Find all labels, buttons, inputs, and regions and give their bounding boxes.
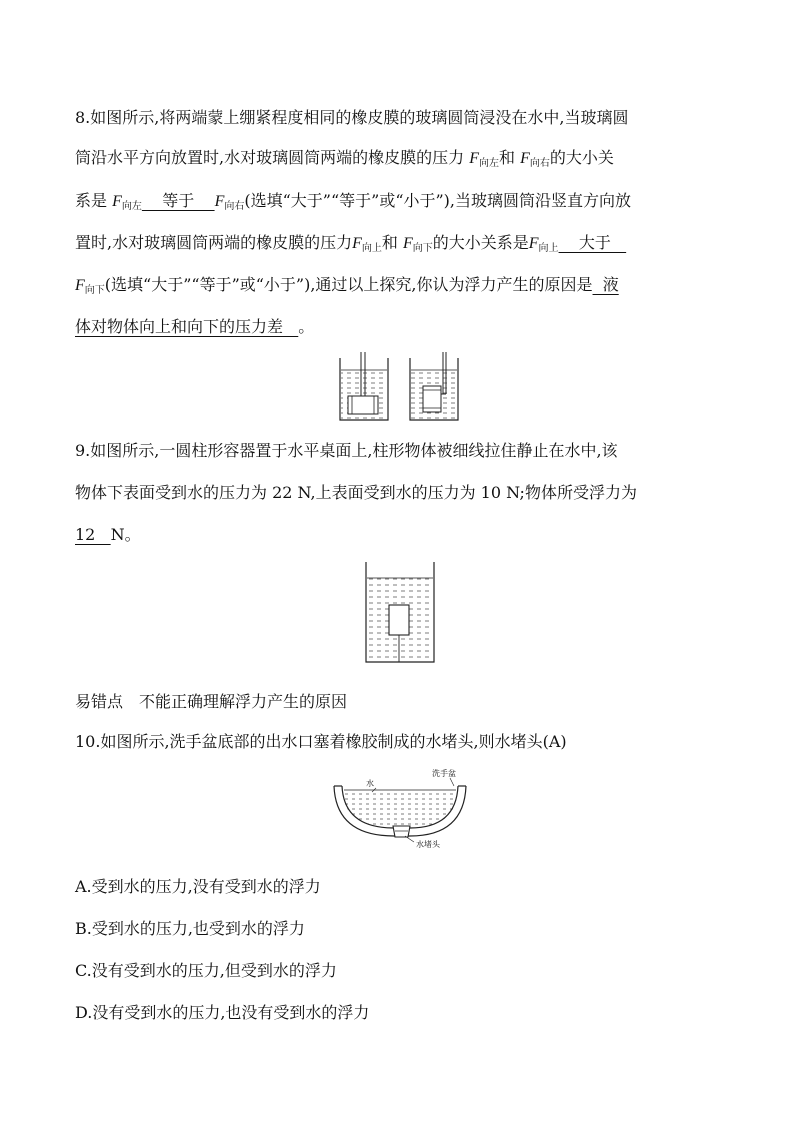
- q8-line-2: 筒沿水平方向放置时,水对玻璃圆筒两端的橡皮膜的压力 $F_{向左}$和 $F_{向右}$的大小关: [75, 148, 614, 169]
- q8-answer-3b: 体对物体向上和向下的压力差: [75, 317, 299, 336]
- option-a: A.受到水的压力,没有受到水的浮力: [75, 877, 321, 896]
- q8-answer-1: 等于: [141, 191, 215, 210]
- q8-line-4: 置时,水对玻璃圆筒两端的橡皮膜的压力$F_{向上}$和 $F_{向下}$的大小关系是$F_{向上}$ 大于: [75, 233, 627, 254]
- q10-figure-basin: [330, 766, 472, 850]
- q8-line-3: 系是 $F_{向左}$ 等于 $F_{向右}$(选填“大于”“等于”或“小于”),当玻璃圆筒沿竖直方向放: [75, 191, 632, 212]
- q8-figure-beakers: [330, 350, 460, 425]
- submerged-object: [389, 605, 409, 635]
- plug: [393, 826, 410, 837]
- q9-line-1: 9.如图所示,一圆柱形容器置于水平桌面上,柱形物体被细线拉住静止在水中,该: [75, 441, 618, 460]
- option-b: B.受到水的压力,也受到水的浮力: [75, 919, 305, 938]
- label-plug: 水堵头: [416, 840, 440, 849]
- q8-line-6: 体对物体向上和向下的压力差 。: [75, 317, 315, 336]
- q9-figure-container: [360, 558, 440, 666]
- q8-text: 8.如图所示,将两端蒙上绷紧程度相同的橡皮膜的玻璃圆筒浸没在水中,当玻璃圆: [75, 108, 629, 127]
- section-title: 易错点 不能正确理解浮力产生的原因: [75, 692, 348, 711]
- label-basin: 洗手盆: [432, 769, 456, 778]
- q8-line-5: $F_{向下}$(选填“大于”“等于”或“小于”),通过以上探究,你认为浮力产生的原因是 液: [75, 275, 619, 296]
- label-water: 水: [366, 779, 374, 788]
- q9-line-3: 12 N。: [75, 525, 141, 544]
- q10-stem: 10.如图所示,洗手盆底部的出水口塞着橡胶制成的水堵头,则水堵头(A): [75, 732, 567, 751]
- q8-line-1: [75, 106, 725, 130]
- beaker-horizontal: [340, 352, 388, 420]
- q9-answer: 12: [75, 525, 111, 544]
- option-c: C.没有受到水的压力,但受到水的浮力: [75, 961, 337, 980]
- option-d: D.没有受到水的压力,也没有受到水的浮力: [75, 1003, 370, 1022]
- q9-line-2: 物体下表面受到水的压力为 22 N,上表面受到水的压力为 10 N;物体所受浮力为: [75, 483, 637, 502]
- q8-answer-2: 大于: [558, 233, 627, 252]
- beaker-vertical: [410, 352, 458, 420]
- q8-answer-3a: 液: [592, 275, 619, 294]
